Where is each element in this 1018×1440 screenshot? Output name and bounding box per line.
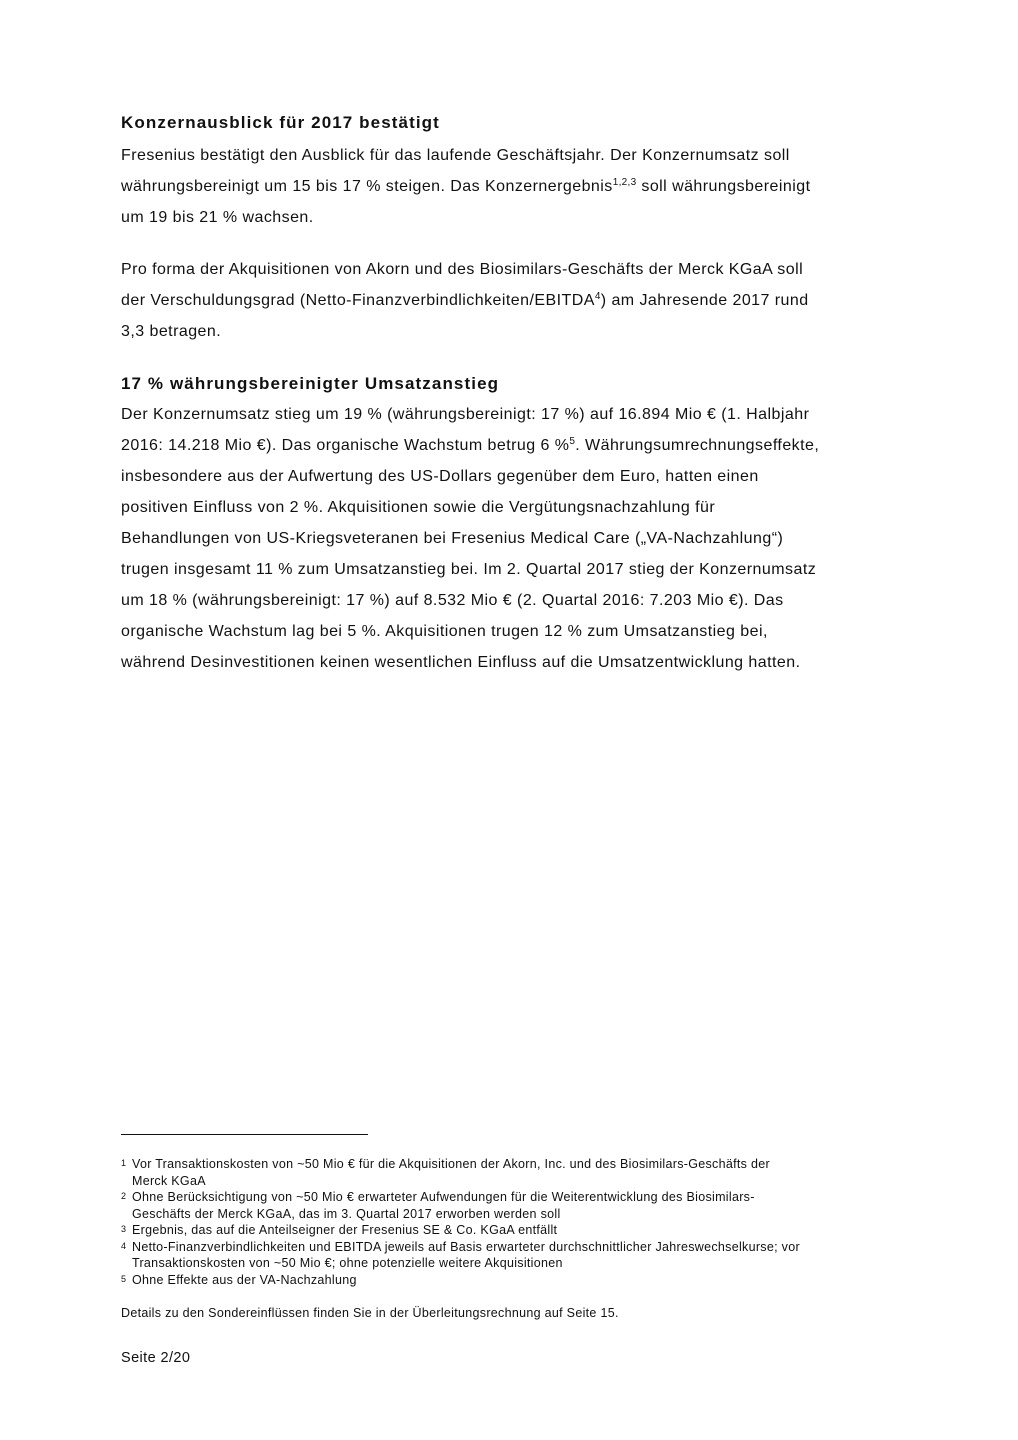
text-segment: soll währungsbereinigt	[636, 178, 811, 195]
footnote-1	[121, 1156, 941, 1189]
footnote-line: Ergebnis, das auf die Anteilseigner der Fresenius SE & Co. KGaA entfällt	[132, 1223, 558, 1237]
text-line: um 19 bis 21 % wachsen.	[121, 209, 314, 226]
paragraph-outlook	[121, 140, 941, 233]
footnote-number: 4	[121, 1240, 127, 1251]
footnote-line: Ohne Effekte aus der VA-Nachzahlung	[132, 1272, 357, 1287]
section-heading-sales: 17 % währungsbereinigter Umsatzanstieg	[121, 374, 500, 393]
text-line: Pro forma der Akquisitionen von Akorn und des Biosimilars-Geschäfts der Merck KGaA soll	[121, 261, 804, 278]
footnote-text	[132, 1189, 941, 1222]
footnote-text	[132, 1272, 941, 1289]
text-segment: der Verschuldungsgrad (Netto-Finanzverbindlichkeiten/EBITDA	[121, 292, 595, 309]
footnote-number: 1	[121, 1158, 127, 1168]
text-line	[121, 430, 941, 461]
footnote-text	[132, 1239, 941, 1272]
text-segment: ) am Jahresende 2017 rund	[600, 292, 809, 309]
footnote-reference: 4	[594, 291, 601, 302]
footnote-2	[121, 1189, 941, 1222]
text-line: insbesondere aus der Aufwertung des US-Dollars gegenüber dem Euro, hatten einen	[121, 468, 759, 485]
footnote-line: Transaktionskosten von ~50 Mio €; ohne potenzielle weitere Akquisitionen	[132, 1256, 563, 1270]
text-segment: . Währungsumrechnungseffekte,	[575, 437, 820, 454]
text-line: Fresenius bestätigt den Ausblick für das laufende Geschäftsjahr. Der Konzernumsatz soll	[121, 147, 790, 164]
footnote-4	[121, 1239, 941, 1272]
text-line: Behandlungen von US-Kriegsveteranen bei Fresenius Medical Care („VA-Nachzahlung“)	[121, 530, 784, 547]
footnote-number: 2	[121, 1191, 127, 1201]
text-line: während Desinvestitionen keinen wesentlichen Einfluss auf die Umsatzentwicklung hatten.	[121, 654, 801, 671]
text-line: trugen insgesamt 11 % zum Umsatzanstieg bei. Im 2. Quartal 2017 stieg der Konzernumsatz	[121, 561, 817, 578]
footnote-text	[132, 1156, 941, 1189]
section-heading-outlook: Konzernausblick für 2017 bestätigt	[121, 113, 440, 132]
text-segment: währungsbereinigt um 15 bis 17 % steigen. Das Konzernergebnis	[121, 178, 613, 195]
paragraph-sales	[121, 399, 941, 678]
text-line: positiven Einfluss von 2 %. Akquisitionen sowie die Vergütungsnachzahlung für	[121, 499, 716, 516]
footnote-reference: 1,2,3	[612, 177, 637, 188]
footnote-text	[132, 1222, 941, 1239]
text-segment: 2016: 14.218 Mio €). Das organische Wachstum betrug 6 %	[121, 437, 570, 454]
footnote-number: 5	[121, 1273, 127, 1284]
footnote-line: Netto-Finanzverbindlichkeiten und EBITDA jeweils auf Basis erwarteter durchschnittlicher Jahreswechselkurse; vor	[132, 1239, 800, 1254]
footnotes	[121, 1156, 941, 1288]
text-line: 3,3 betragen.	[121, 323, 222, 340]
footnote-5	[121, 1272, 941, 1289]
footnote-line: Merck KGaA	[132, 1173, 206, 1188]
footnote-line: Ohne Berücksichtigung von ~50 Mio € erwarteter Aufwendungen für die Weiterentwicklung des Biosimilars-	[132, 1190, 755, 1204]
paragraph-leverage	[121, 254, 941, 347]
footnote-number: 3	[121, 1224, 127, 1234]
footnote-reference: 5	[569, 436, 576, 447]
text-line: organische Wachstum lag bei 5 %. Akquisitionen trugen 12 % zum Umsatzanstieg bei,	[121, 623, 768, 640]
text-line	[121, 285, 941, 316]
text-line: um 18 % (währungsbereinigt: 17 %) auf 8.532 Mio € (2. Quartal 2016: 7.203 Mio €). Das	[121, 592, 784, 609]
text-line: Der Konzernumsatz stieg um 19 % (währungsbereinigt: 17 %) auf 16.894 Mio € (1. Halbjahr	[121, 406, 810, 423]
footnote-line: Geschäfts der Merck KGaA, das im 3. Quartal 2017 erworben werden soll	[132, 1206, 561, 1221]
text-line	[121, 171, 941, 202]
footnote-separator	[121, 1134, 368, 1135]
page-number: Seite 2/20	[121, 1350, 191, 1366]
footnote-line: Vor Transaktionskosten von ~50 Mio € für die Akquisitionen der Akorn, Inc. und des Biosimilars-Geschäfts der	[132, 1157, 770, 1171]
details-note: Details zu den Sondereinflüssen finden Sie in der Überleitungsrechnung auf Seite 15.	[121, 1306, 619, 1320]
footnote-3	[121, 1222, 941, 1239]
